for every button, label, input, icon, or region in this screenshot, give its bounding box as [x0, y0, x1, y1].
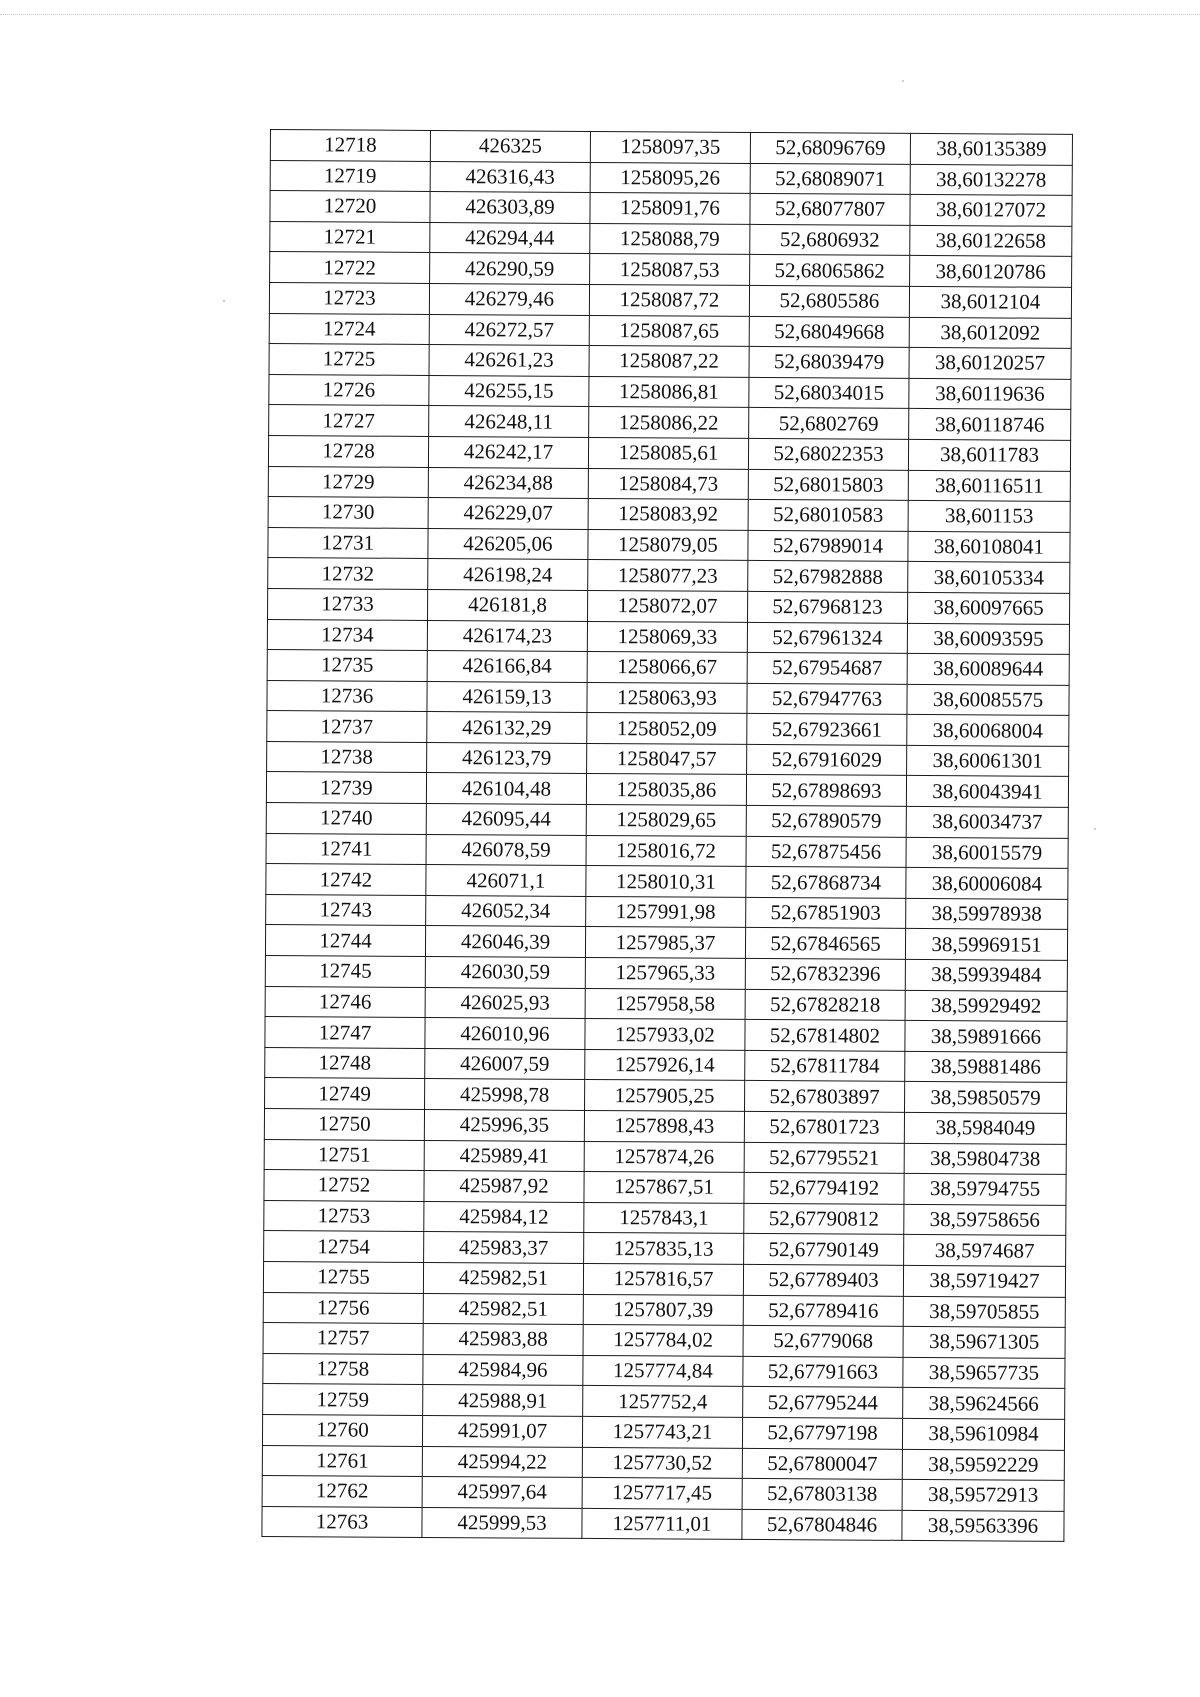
latitude-cell: 52,68077807: [750, 194, 910, 226]
table-row: [267, 650, 1069, 685]
y-coordinate-cell: 1257958,58: [585, 988, 745, 1020]
point-number-cell: 12720: [270, 191, 430, 223]
y-coordinate-cell: 1258088,79: [590, 223, 750, 255]
point-number-cell: 12725: [269, 344, 429, 376]
point-number-cell: 12735: [267, 650, 427, 682]
table-row: [269, 282, 1071, 317]
table-row: [263, 1323, 1065, 1358]
longitude-cell: 38,60108041: [908, 531, 1070, 563]
x-coordinate-cell: 426198,24: [428, 559, 588, 591]
x-coordinate-cell: 426174,23: [427, 620, 587, 652]
x-coordinate-cell: 425982,51: [423, 1262, 583, 1294]
point-number-cell: 12729: [268, 466, 428, 498]
latitude-cell: 52,68049668: [749, 316, 909, 348]
table-row: [269, 405, 1071, 440]
latitude-cell: 52,67916029: [747, 744, 907, 776]
x-coordinate-cell: 425988,91: [423, 1385, 583, 1417]
x-coordinate-cell: 425984,96: [423, 1354, 583, 1386]
x-coordinate-cell: 426078,59: [426, 834, 586, 866]
x-coordinate-cell: 425983,88: [423, 1324, 583, 1356]
latitude-cell: 52,67868734: [746, 867, 906, 899]
point-number-cell: 12734: [267, 619, 427, 651]
latitude-cell: 52,67846565: [745, 928, 905, 960]
scan-speck: [902, 80, 904, 82]
table-row: [265, 986, 1067, 1021]
y-coordinate-cell: 1258084,73: [588, 468, 748, 500]
point-number-cell: 12724: [269, 313, 429, 345]
point-number-cell: 12751: [264, 1139, 424, 1171]
longitude-cell: 38,60061301: [907, 745, 1069, 777]
point-number-cell: 12746: [265, 986, 425, 1018]
table-row: [265, 1078, 1067, 1113]
y-coordinate-cell: 1257843,1: [584, 1202, 744, 1234]
y-coordinate-cell: 1258016,72: [586, 835, 746, 867]
longitude-cell: 38,60119636: [909, 378, 1071, 410]
table-row: [264, 1139, 1066, 1174]
longitude-cell: 38,59929492: [905, 990, 1067, 1022]
latitude-cell: 52,67790149: [744, 1234, 904, 1266]
point-number-cell: 12756: [263, 1292, 423, 1324]
x-coordinate-cell: 426303,89: [430, 192, 590, 224]
longitude-cell: 38,60116511: [908, 470, 1070, 502]
point-number-cell: 12759: [263, 1384, 423, 1416]
y-coordinate-cell: 1257784,02: [583, 1325, 743, 1357]
latitude-cell: 52,67794192: [744, 1173, 904, 1205]
latitude-cell: 52,67923661: [747, 714, 907, 746]
y-coordinate-cell: 1257730,52: [582, 1447, 742, 1479]
point-number-cell: 12737: [267, 711, 427, 743]
x-coordinate-cell: 425997,64: [422, 1477, 582, 1509]
table-row: [268, 558, 1070, 593]
longitude-cell: 38,59804738: [904, 1143, 1066, 1175]
y-coordinate-cell: 1258091,76: [590, 193, 750, 225]
x-coordinate-cell: 426181,8: [428, 589, 588, 621]
longitude-cell: 38,60120257: [909, 348, 1071, 380]
point-number-cell: 12754: [264, 1231, 424, 1263]
longitude-cell: 38,60105334: [908, 562, 1070, 594]
point-number-cell: 12739: [266, 772, 426, 804]
y-coordinate-cell: 1258087,65: [589, 315, 749, 347]
table-row: [265, 1047, 1067, 1082]
x-coordinate-cell: 426234,88: [428, 467, 588, 499]
x-coordinate-cell: 426290,59: [430, 253, 590, 285]
y-coordinate-cell: 1258086,22: [589, 407, 749, 439]
y-coordinate-cell: 1258052,09: [587, 713, 747, 745]
longitude-cell: 38,60043941: [906, 776, 1068, 808]
x-coordinate-cell: 426030,59: [425, 956, 585, 988]
x-coordinate-cell: 426046,39: [425, 926, 585, 958]
table-row: [269, 374, 1071, 409]
latitude-cell: 52,6779068: [743, 1326, 903, 1358]
table-row: [262, 1414, 1064, 1449]
latitude-cell: 52,67804846: [742, 1509, 902, 1541]
x-coordinate-cell: 426261,23: [429, 345, 589, 377]
latitude-cell: 52,67801723: [744, 1111, 904, 1143]
x-coordinate-cell: 425994,22: [422, 1446, 582, 1478]
table-row: [263, 1292, 1065, 1327]
longitude-cell: 38,60034737: [906, 806, 1068, 838]
y-coordinate-cell: 1258095,26: [590, 162, 750, 194]
point-number-cell: 12763: [262, 1506, 422, 1538]
y-coordinate-cell: 1258010,31: [586, 866, 746, 898]
longitude-cell: 38,59719427: [903, 1265, 1065, 1297]
latitude-cell: 52,67814802: [745, 1020, 905, 1052]
latitude-cell: 52,67790812: [744, 1203, 904, 1235]
latitude-cell: 52,68034015: [749, 377, 909, 409]
point-number-cell: 12744: [265, 925, 425, 957]
x-coordinate-cell: 426325: [430, 130, 590, 162]
longitude-cell: 38,59592229: [902, 1449, 1064, 1481]
latitude-cell: 52,67898693: [746, 775, 906, 807]
y-coordinate-cell: 1257867,51: [584, 1172, 744, 1204]
x-coordinate-cell: 426205,06: [428, 528, 588, 560]
point-number-cell: 12723: [269, 282, 429, 314]
longitude-cell: 38,60006084: [906, 868, 1068, 900]
latitude-cell: 52,67832396: [745, 958, 905, 990]
table-row: [268, 466, 1070, 501]
longitude-cell: 38,60093595: [907, 623, 1069, 655]
table-row: [270, 252, 1072, 287]
point-number-cell: 12760: [262, 1414, 422, 1446]
latitude-cell: 52,67797198: [742, 1417, 902, 1449]
longitude-cell: 38,59978938: [906, 898, 1068, 930]
x-coordinate-cell: 425982,51: [423, 1293, 583, 1325]
table-row: [268, 497, 1070, 532]
table-row: [264, 1170, 1066, 1205]
x-coordinate-cell: 426095,44: [426, 804, 586, 836]
y-coordinate-cell: 1257835,13: [584, 1233, 744, 1265]
latitude-cell: 52,68010583: [748, 500, 908, 532]
y-coordinate-cell: 1257807,39: [583, 1294, 743, 1326]
point-number-cell: 12731: [268, 527, 428, 559]
table-row: [265, 1017, 1067, 1052]
point-number-cell: 12743: [266, 894, 426, 926]
longitude-cell: 38,60135389: [910, 133, 1072, 165]
table-row: [270, 130, 1072, 165]
longitude-cell: 38,59671305: [903, 1327, 1065, 1359]
x-coordinate-cell: 425998,78: [425, 1079, 585, 1111]
latitude-cell: 52,6806932: [750, 224, 910, 256]
longitude-cell: 38,60118746: [909, 409, 1071, 441]
coordinates-table-body: [262, 130, 1073, 1542]
longitude-cell: 38,6012092: [909, 317, 1071, 349]
scan-speck: [223, 300, 225, 302]
table-row: [265, 925, 1067, 960]
point-number-cell: 12721: [270, 221, 430, 253]
table-row: [263, 1353, 1065, 1388]
y-coordinate-cell: 1258069,33: [587, 621, 747, 653]
longitude-cell: 38,60068004: [907, 715, 1069, 747]
latitude-cell: 52,67989014: [748, 530, 908, 562]
y-coordinate-cell: 1258079,05: [588, 529, 748, 561]
longitude-cell: 38,59850579: [905, 1082, 1067, 1114]
table-row: [268, 435, 1070, 470]
longitude-cell: 38,59939484: [905, 959, 1067, 991]
longitude-cell: 38,60132278: [910, 164, 1072, 196]
longitude-cell: 38,601153: [908, 501, 1070, 533]
longitude-cell: 38,59563396: [902, 1510, 1064, 1542]
longitude-cell: 38,60120786: [910, 256, 1072, 288]
point-number-cell: 12738: [267, 741, 427, 773]
y-coordinate-cell: 1258087,72: [589, 284, 749, 316]
point-number-cell: 12722: [270, 252, 430, 284]
latitude-cell: 52,67890579: [746, 805, 906, 837]
table-row: [266, 833, 1068, 868]
latitude-cell: 52,67947763: [747, 683, 907, 715]
longitude-cell: 38,5984049: [904, 1112, 1066, 1144]
table-row: [266, 894, 1068, 929]
y-coordinate-cell: 1258066,67: [587, 652, 747, 684]
table-row: [267, 711, 1069, 746]
x-coordinate-cell: 426229,07: [428, 498, 588, 530]
y-coordinate-cell: 1258087,22: [589, 346, 749, 378]
table-row: [267, 680, 1069, 715]
point-number-cell: 12741: [266, 833, 426, 865]
latitude-cell: 52,68065862: [750, 255, 910, 287]
table-row: [266, 803, 1068, 838]
latitude-cell: 52,67828218: [745, 989, 905, 1021]
x-coordinate-cell: 426025,93: [425, 987, 585, 1019]
table-row: [270, 160, 1072, 195]
x-coordinate-cell: 426123,79: [427, 742, 587, 774]
x-coordinate-cell: 425983,37: [424, 1232, 584, 1264]
latitude-cell: 52,67803897: [745, 1081, 905, 1113]
y-coordinate-cell: 1257898,43: [584, 1110, 744, 1142]
longitude-cell: 38,60122658: [910, 225, 1072, 257]
longitude-cell: 38,5974687: [904, 1235, 1066, 1267]
point-number-cell: 12742: [266, 864, 426, 896]
latitude-cell: 52,68096769: [750, 132, 910, 164]
x-coordinate-cell: 426272,57: [429, 314, 589, 346]
point-number-cell: 12745: [265, 956, 425, 988]
point-number-cell: 12748: [265, 1047, 425, 1079]
latitude-cell: 52,67811784: [745, 1050, 905, 1082]
y-coordinate-cell: 1257752,4: [583, 1386, 743, 1418]
table-row: [262, 1506, 1064, 1541]
longitude-cell: 38,60097665: [907, 592, 1069, 624]
table-row: [264, 1108, 1066, 1143]
longitude-cell: 38,60015579: [906, 837, 1068, 869]
longitude-cell: 38,59794755: [904, 1174, 1066, 1206]
y-coordinate-cell: 1258087,53: [590, 254, 750, 286]
y-coordinate-cell: 1258063,93: [587, 682, 747, 714]
table-row: [265, 956, 1067, 991]
longitude-cell: 38,6012104: [909, 286, 1071, 318]
longitude-cell: 38,59610984: [902, 1418, 1064, 1450]
table-row: [267, 619, 1069, 654]
x-coordinate-cell: 426010,96: [425, 1018, 585, 1050]
x-coordinate-cell: 425991,07: [422, 1415, 582, 1447]
point-number-cell: 12762: [262, 1476, 422, 1508]
x-coordinate-cell: 425996,35: [424, 1109, 584, 1141]
y-coordinate-cell: 1258029,65: [586, 805, 746, 837]
y-coordinate-cell: 1257991,98: [586, 896, 746, 928]
table-row: [263, 1384, 1065, 1419]
table-row: [264, 1231, 1066, 1266]
table-row: [266, 864, 1068, 899]
longitude-cell: 38,59624566: [903, 1388, 1065, 1420]
point-number-cell: 12718: [270, 130, 430, 162]
table-row: [269, 344, 1071, 379]
x-coordinate-cell: 426159,13: [427, 681, 587, 713]
y-coordinate-cell: 1258083,92: [588, 499, 748, 531]
y-coordinate-cell: 1258086,81: [589, 376, 749, 408]
longitude-cell: 38,59969151: [905, 929, 1067, 961]
point-number-cell: 12757: [263, 1323, 423, 1355]
table-row: [268, 527, 1070, 562]
latitude-cell: 52,67982888: [748, 561, 908, 593]
latitude-cell: 52,67800047: [742, 1448, 902, 1480]
point-number-cell: 12732: [268, 558, 428, 590]
point-number-cell: 12749: [265, 1078, 425, 1110]
table-row: [270, 191, 1072, 226]
point-number-cell: 12750: [264, 1108, 424, 1140]
x-coordinate-cell: 425999,53: [422, 1507, 582, 1539]
table-row: [268, 588, 1070, 623]
longitude-cell: 38,60127072: [910, 195, 1072, 227]
point-number-cell: 12753: [264, 1200, 424, 1232]
longitude-cell: 38,59657735: [903, 1357, 1065, 1389]
latitude-cell: 52,6805586: [749, 285, 909, 317]
y-coordinate-cell: 1257926,14: [585, 1049, 745, 1081]
latitude-cell: 52,67803138: [742, 1479, 902, 1511]
point-number-cell: 12727: [269, 405, 429, 437]
longitude-cell: 38,59705855: [903, 1296, 1065, 1328]
table-row: [262, 1445, 1064, 1480]
y-coordinate-cell: 1257874,26: [584, 1141, 744, 1173]
y-coordinate-cell: 1257774,84: [583, 1355, 743, 1387]
table-row: [266, 772, 1068, 807]
point-number-cell: 12752: [264, 1170, 424, 1202]
x-coordinate-cell: 426248,11: [429, 406, 589, 438]
table-row: [270, 221, 1072, 256]
x-coordinate-cell: 426279,46: [429, 283, 589, 315]
longitude-cell: 38,59572913: [902, 1480, 1064, 1512]
latitude-cell: 52,67791663: [743, 1356, 903, 1388]
latitude-cell: 52,67789403: [743, 1264, 903, 1296]
latitude-cell: 52,68015803: [748, 469, 908, 501]
latitude-cell: 52,67954687: [747, 653, 907, 685]
longitude-cell: 38,60085575: [907, 684, 1069, 716]
x-coordinate-cell: 426132,29: [427, 712, 587, 744]
point-number-cell: 12730: [268, 497, 428, 529]
x-coordinate-cell: 426104,48: [426, 773, 586, 805]
y-coordinate-cell: 1257905,25: [585, 1080, 745, 1112]
table-row: [262, 1476, 1064, 1511]
x-coordinate-cell: 426316,43: [430, 161, 590, 193]
table-row: [264, 1200, 1066, 1235]
x-coordinate-cell: 425984,12: [424, 1201, 584, 1233]
longitude-cell: 38,59758656: [904, 1204, 1066, 1236]
x-coordinate-cell: 426294,44: [430, 222, 590, 254]
y-coordinate-cell: 1257965,33: [585, 957, 745, 989]
y-coordinate-cell: 1257816,57: [583, 1263, 743, 1295]
x-coordinate-cell: 426166,84: [427, 651, 587, 683]
latitude-cell: 52,68089071: [750, 163, 910, 195]
y-coordinate-cell: 1258085,61: [588, 437, 748, 469]
longitude-cell: 38,59881486: [905, 1051, 1067, 1083]
latitude-cell: 52,67875456: [746, 836, 906, 868]
x-coordinate-cell: 426007,59: [425, 1048, 585, 1080]
table-row: [269, 313, 1071, 348]
point-number-cell: 12740: [266, 803, 426, 835]
latitude-cell: 52,6802769: [749, 408, 909, 440]
x-coordinate-cell: 425989,41: [424, 1140, 584, 1172]
scan-speck: [1094, 828, 1096, 830]
y-coordinate-cell: 1258047,57: [587, 743, 747, 775]
latitude-cell: 52,67789416: [743, 1295, 903, 1327]
latitude-cell: 52,67961324: [747, 622, 907, 654]
point-number-cell: 12755: [263, 1261, 423, 1293]
latitude-cell: 52,67968123: [747, 591, 907, 623]
table-row: [263, 1261, 1065, 1296]
longitude-cell: 38,60089644: [907, 653, 1069, 685]
longitude-cell: 38,6011783: [908, 439, 1070, 471]
y-coordinate-cell: 1257933,02: [585, 1019, 745, 1051]
scan-edge-line: [0, 14, 1200, 15]
y-coordinate-cell: 1258035,86: [586, 774, 746, 806]
y-coordinate-cell: 1257743,21: [582, 1416, 742, 1448]
x-coordinate-cell: 425987,92: [424, 1171, 584, 1203]
latitude-cell: 52,67795244: [743, 1387, 903, 1419]
y-coordinate-cell: 1258077,23: [588, 560, 748, 592]
x-coordinate-cell: 426242,17: [428, 436, 588, 468]
point-number-cell: 12719: [270, 160, 430, 192]
latitude-cell: 52,68022353: [748, 438, 908, 470]
latitude-cell: 52,67851903: [746, 897, 906, 929]
x-coordinate-cell: 426052,34: [426, 895, 586, 927]
x-coordinate-cell: 426255,15: [429, 375, 589, 407]
point-number-cell: 12747: [265, 1017, 425, 1049]
y-coordinate-cell: 1257717,45: [582, 1478, 742, 1510]
point-number-cell: 12758: [263, 1353, 423, 1385]
latitude-cell: 52,68039479: [749, 347, 909, 379]
coordinates-table: [261, 129, 1073, 1542]
y-coordinate-cell: 1258072,07: [588, 590, 748, 622]
x-coordinate-cell: 426071,1: [426, 865, 586, 897]
y-coordinate-cell: 1257711,01: [582, 1508, 742, 1540]
point-number-cell: 12726: [269, 374, 429, 406]
y-coordinate-cell: 1258097,35: [590, 131, 750, 163]
point-number-cell: 12736: [267, 680, 427, 712]
point-number-cell: 12733: [268, 588, 428, 620]
point-number-cell: 12728: [268, 435, 428, 467]
latitude-cell: 52,67795521: [744, 1142, 904, 1174]
y-coordinate-cell: 1257985,37: [585, 927, 745, 959]
point-number-cell: 12761: [262, 1445, 422, 1477]
table-row: [267, 741, 1069, 776]
longitude-cell: 38,59891666: [905, 1021, 1067, 1053]
